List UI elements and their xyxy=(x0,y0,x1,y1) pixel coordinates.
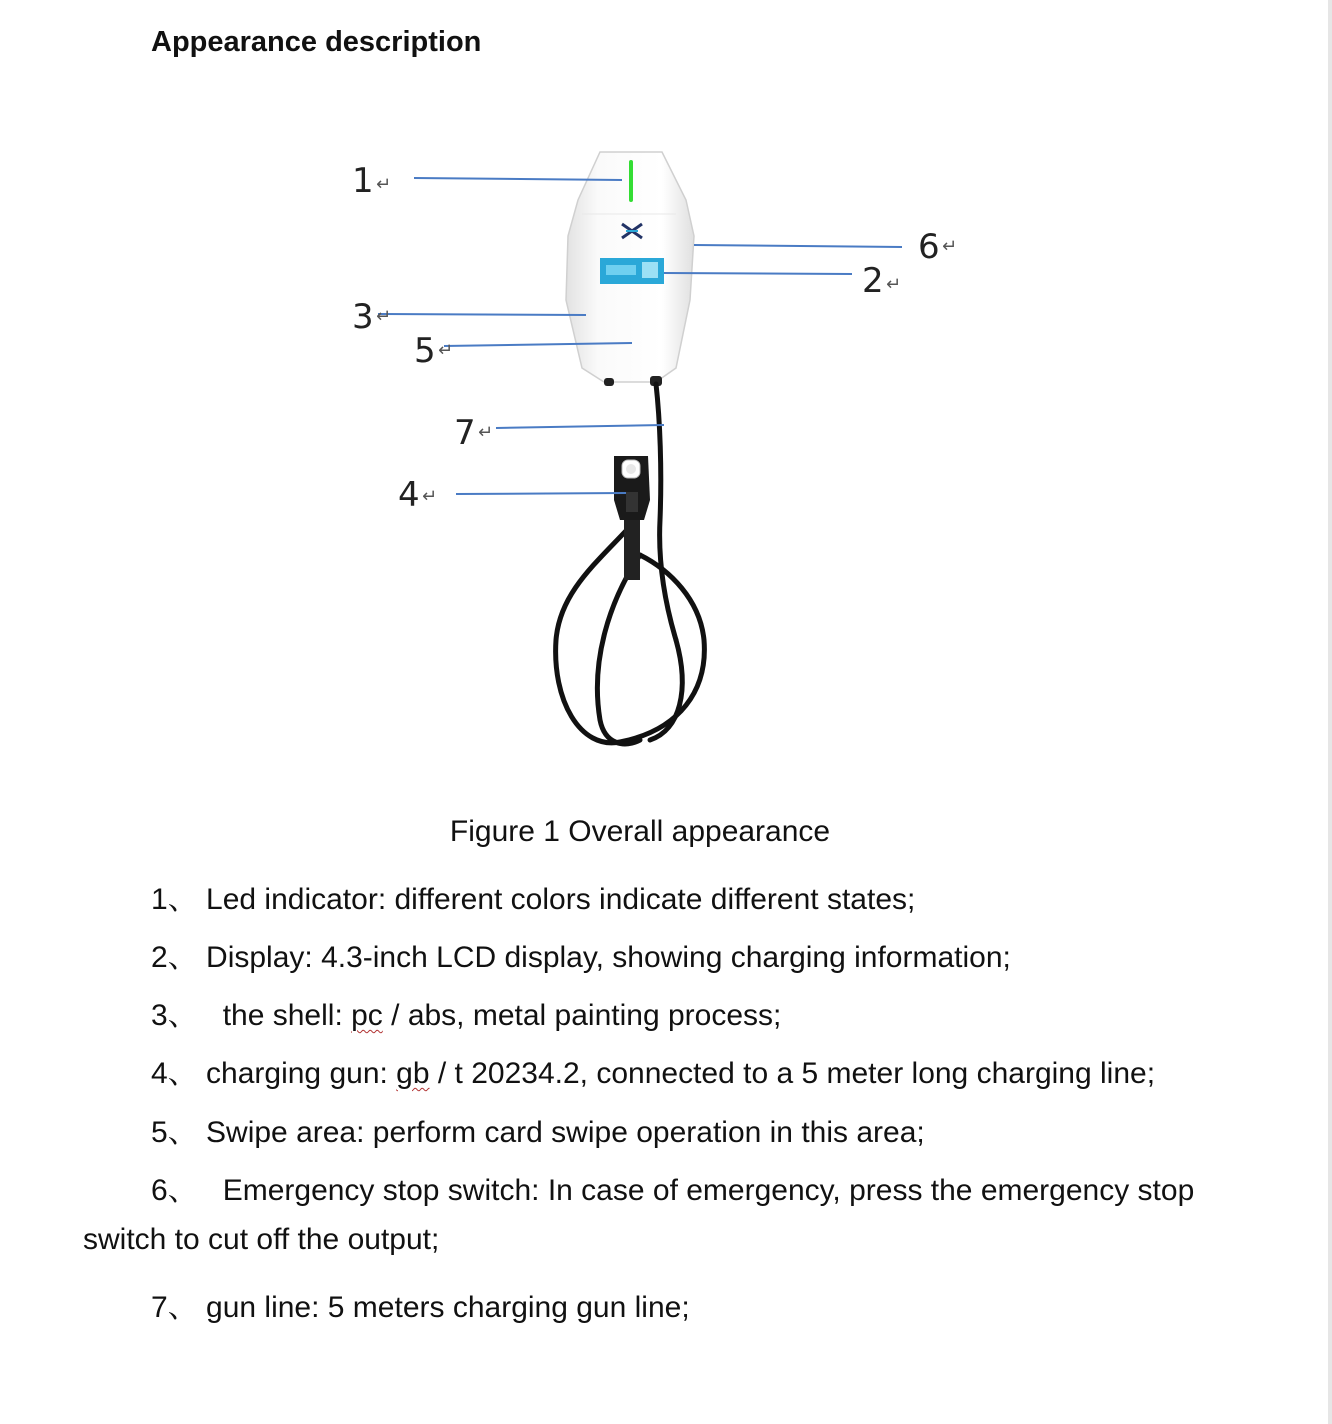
spellcheck-word: pc xyxy=(351,999,383,1032)
svg-text:↵: ↵ xyxy=(376,174,392,195)
item-text: Display: 4.3-inch LCD display, showing charging information; xyxy=(206,941,1011,974)
spellcheck-word: gb xyxy=(396,1057,430,1090)
svg-text:3: 3 xyxy=(352,297,374,337)
list-item-4: 4、 charging gun: gb / t 20234.2, connected to a 5 meter long charging line; xyxy=(151,1057,1156,1090)
svg-text:2: 2 xyxy=(862,261,884,301)
led-indicator xyxy=(629,160,633,202)
item-text-post: / t 20234.2, connected to a 5 meter long charging line; xyxy=(429,1057,1156,1090)
callout-1 xyxy=(352,161,391,201)
svg-text:↵: ↵ xyxy=(422,486,438,507)
callout-5 xyxy=(414,331,453,371)
charging-gun xyxy=(614,456,650,580)
section-heading: Appearance description xyxy=(151,26,482,58)
item-text-pre: charging gun: xyxy=(206,1057,397,1090)
list-item-3: 3、 the shell: pc / abs, metal painting process; xyxy=(151,999,782,1032)
svg-text:↵: ↵ xyxy=(376,306,392,327)
charger-body xyxy=(566,152,694,386)
svg-text:5: 5 xyxy=(414,331,436,371)
figure-caption: Figure 1 Overall appearance xyxy=(449,815,831,848)
list-item-6: 6、 Emergency stop switch: In case of emergency, press the emergency stop xyxy=(151,1174,1195,1207)
item-text: Led indicator: different colors indicate different states; xyxy=(206,883,916,916)
list-item-1: 1、 Led indicator: different colors indicate different states; xyxy=(151,883,916,916)
list-item-2: 2、 Display: 4.3-inch LCD display, showing charging information; xyxy=(151,941,1011,974)
item-text: Emergency stop switch: In case of emergency, press the emergency stop xyxy=(222,1174,1195,1207)
item-text-pre: the shell: xyxy=(222,999,352,1032)
list-item-7: 7、 gun line: 5 meters charging gun line; xyxy=(151,1291,690,1324)
callout-6 xyxy=(918,227,957,267)
svg-text:↵: ↵ xyxy=(478,422,494,443)
callout-7 xyxy=(454,413,493,453)
svg-text:6: 6 xyxy=(918,227,940,267)
list-item-6-continuation: switch to cut off the output; xyxy=(83,1223,440,1256)
callout-4 xyxy=(398,475,437,515)
callout-3 xyxy=(352,297,391,337)
svg-text:1: 1 xyxy=(352,161,374,201)
item-text: Swipe area: perform card swipe operation in this area; xyxy=(206,1116,925,1149)
list-item-5: 5、 Swipe area: perform card swipe operation in this area; xyxy=(151,1116,925,1149)
svg-text:↵: ↵ xyxy=(438,340,454,361)
callout-2 xyxy=(862,261,901,301)
item-text-post: / abs, metal painting process; xyxy=(382,999,782,1032)
svg-text:↵: ↵ xyxy=(886,274,902,295)
svg-text:7: 7 xyxy=(454,413,476,453)
item-text: gun line: 5 meters charging gun line; xyxy=(206,1291,690,1324)
svg-text:4: 4 xyxy=(398,475,420,515)
svg-text:↵: ↵ xyxy=(942,236,958,257)
